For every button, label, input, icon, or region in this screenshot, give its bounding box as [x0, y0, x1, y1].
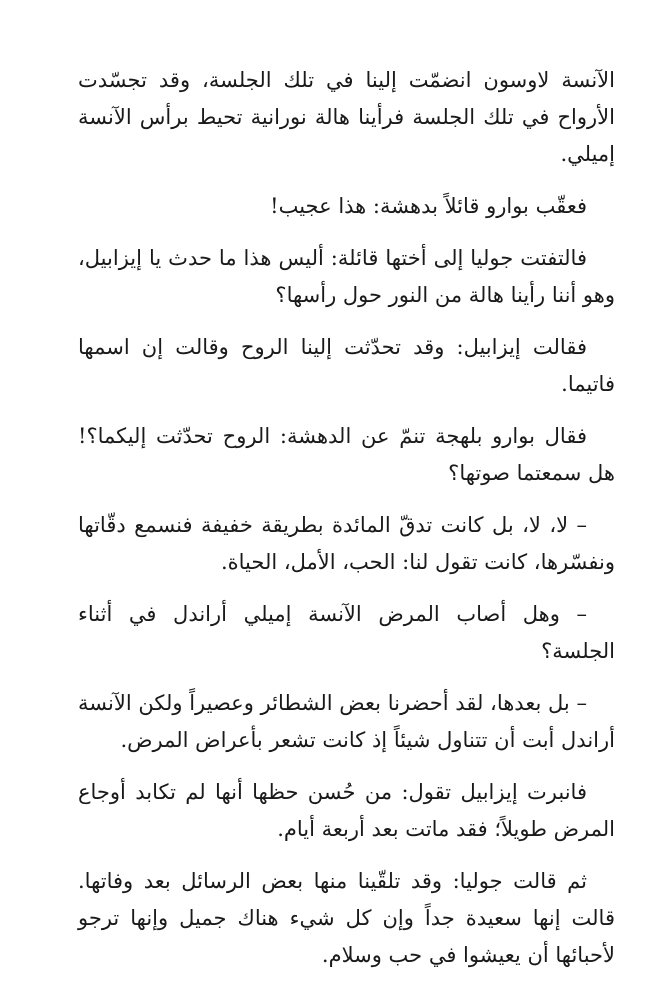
paragraph-4: فقالت إيزابيل: وقد تحدّثت إلينا الروح وقالت إن اسمها فاتيما.	[78, 335, 615, 396]
paragraph-2: فعقّب بوارو قائلاً بدهشة: هذا عجيب!	[270, 194, 587, 218]
paragraph-7: – وهل أصاب المرض الآنسة إميلي أراندل في أثناء الجلسة؟	[78, 602, 615, 663]
paragraph-3: فالتفتت جوليا إلى أختها قائلة: أليس هذا ما حدث يا إيزابيل، وهو أننا رأينا هالة من النور حول رأسها؟	[78, 246, 615, 307]
paragraph-5: فقال بوارو بلهجة تنمّ عن الدهشة: الروح تحدّثت إليكما؟! هل سمعتما صوتها؟	[78, 424, 615, 485]
paragraph-9: فانبرت إيزابيل تقول: من حُسن حظها أنها لم تكابد أوجاع المرض طويلاً؛ فقد ماتت بعد أربعة أيام.	[78, 780, 615, 841]
paragraph-8: – بل بعدها، لقد أحضرنا بعض الشطائر وعصيراً ولكن الآنسة أراندل أبت أن تتناول شيئاً إذ كانت تشعر بأعراض المرض.	[78, 691, 615, 752]
paragraph-6: – لا، لا، بل كانت تدقّ المائدة بطريقة خفيفة فنسمع دقّاتها ونفسّرها، كانت تقول لنا: الحب، الأمل، الحياة.	[78, 513, 615, 574]
paragraph-10: ثم قالت جوليا: وقد تلقّينا منها بعض الرسائل بعد وفاتها. قالت إنها سعيدة جداً وإن كل شيء هناك جميل وإنها ترجو لأحبائها أن يعيشوا في حب وسلام.	[78, 869, 615, 967]
paragraph-1: الآنسة لاوسون انضمّت إلينا في تلك الجلسة، وقد تجسّدت الأرواح في تلك الجلسة فرأينا هالة نورانية تحيط برأس الآنسة إميلي.	[78, 68, 615, 166]
